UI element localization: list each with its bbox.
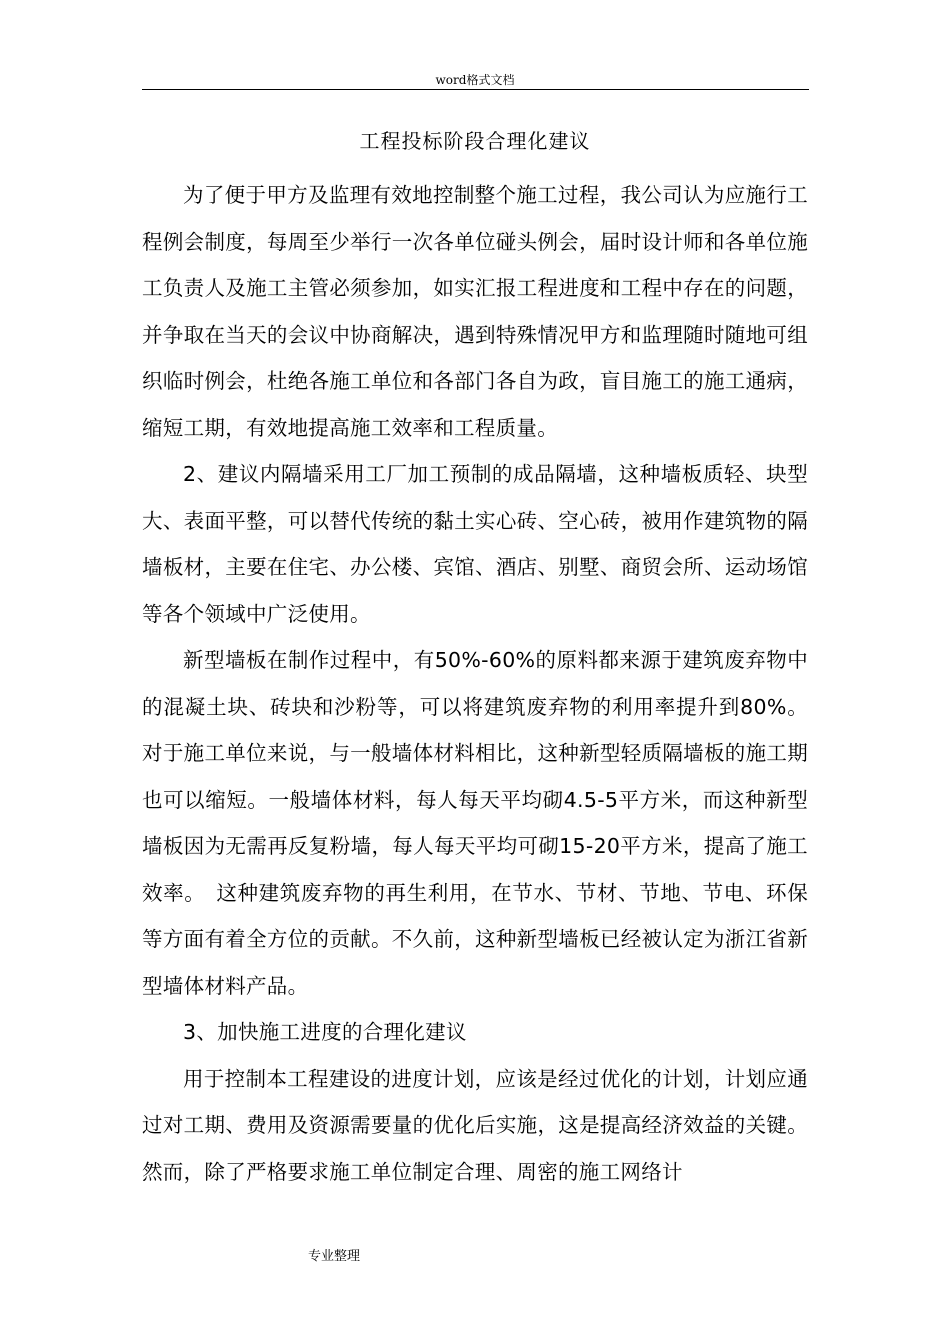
page-header: word格式文档	[435, 73, 515, 87]
paragraph-meeting-system: 为了便于甲方及监理有效地控制整个施工过程，我公司认为应施行工程例会制度，每周至少举行一次各单位碰头例会，届时设计师和各单位施工负责人及施工主管必须参加，如实汇报工程进度和工程中存在的问题，并争取在当天的会议中协商解决，遇到特殊情况甲方和监理随时随地可组织临时例会，杜绝各施工单位和各部门各自为政，盲目施工的施工通病，缩短工期，有效地提高施工效率和工程质量。	[142, 183, 808, 440]
page-footer: 专业整理	[308, 1249, 361, 1264]
header-divider	[142, 89, 809, 90]
document-title: 工程投标阶段合理化建议	[359, 129, 591, 153]
paragraph-partition-wall: 2、建议内隔墙采用工厂加工预制的成品隔墙，这种墙板质轻、块型大、表面平整，可以替代传统的黏土实心砖、空心砖，被用作建筑物的隔墙板材，主要在住宅、办公楼、宾馆、酒店、别墅、商贸会所、运动场馆等各个领域中广泛使用。	[142, 462, 808, 626]
document-body	[142, 172, 808, 1195]
paragraph-schedule-plan: 用于控制本工程建设的进度计划，应该是经过优化的计划，计划应通过对工期、费用及资源需要量的优化后实施，这是提高经济效益的关键。然而，除了严格要求施工单位制定合理、周密的施工网络计	[142, 1066, 808, 1184]
paragraph-new-wall-board: 新型墙板在制作过程中，有50%-60%的原料都来源于建筑废弃物中的混凝土块、砖块和沙粉等，可以将建筑废弃物的利用率提升到80%。对于施工单位来说，与一般墙体材料相比，这种新型轻质隔墙板的施工期也可以缩短。一般墙体材料，每人每天平均砌4.5-5平方米，而这种新型墙板因为无需再反复粉墙，每人每天平均可砌15-20平方米，提高了施工效率。 这种建筑废弃物的再生利用，在节水、节材、节地、节电、环保等方面有着全方位的贡献。不久前，这种新型墙板已经被认定为浙江省新型墙体材料产品。	[142, 648, 808, 998]
section-heading-schedule: 3、加快施工进度的合理化建议	[183, 1020, 467, 1044]
